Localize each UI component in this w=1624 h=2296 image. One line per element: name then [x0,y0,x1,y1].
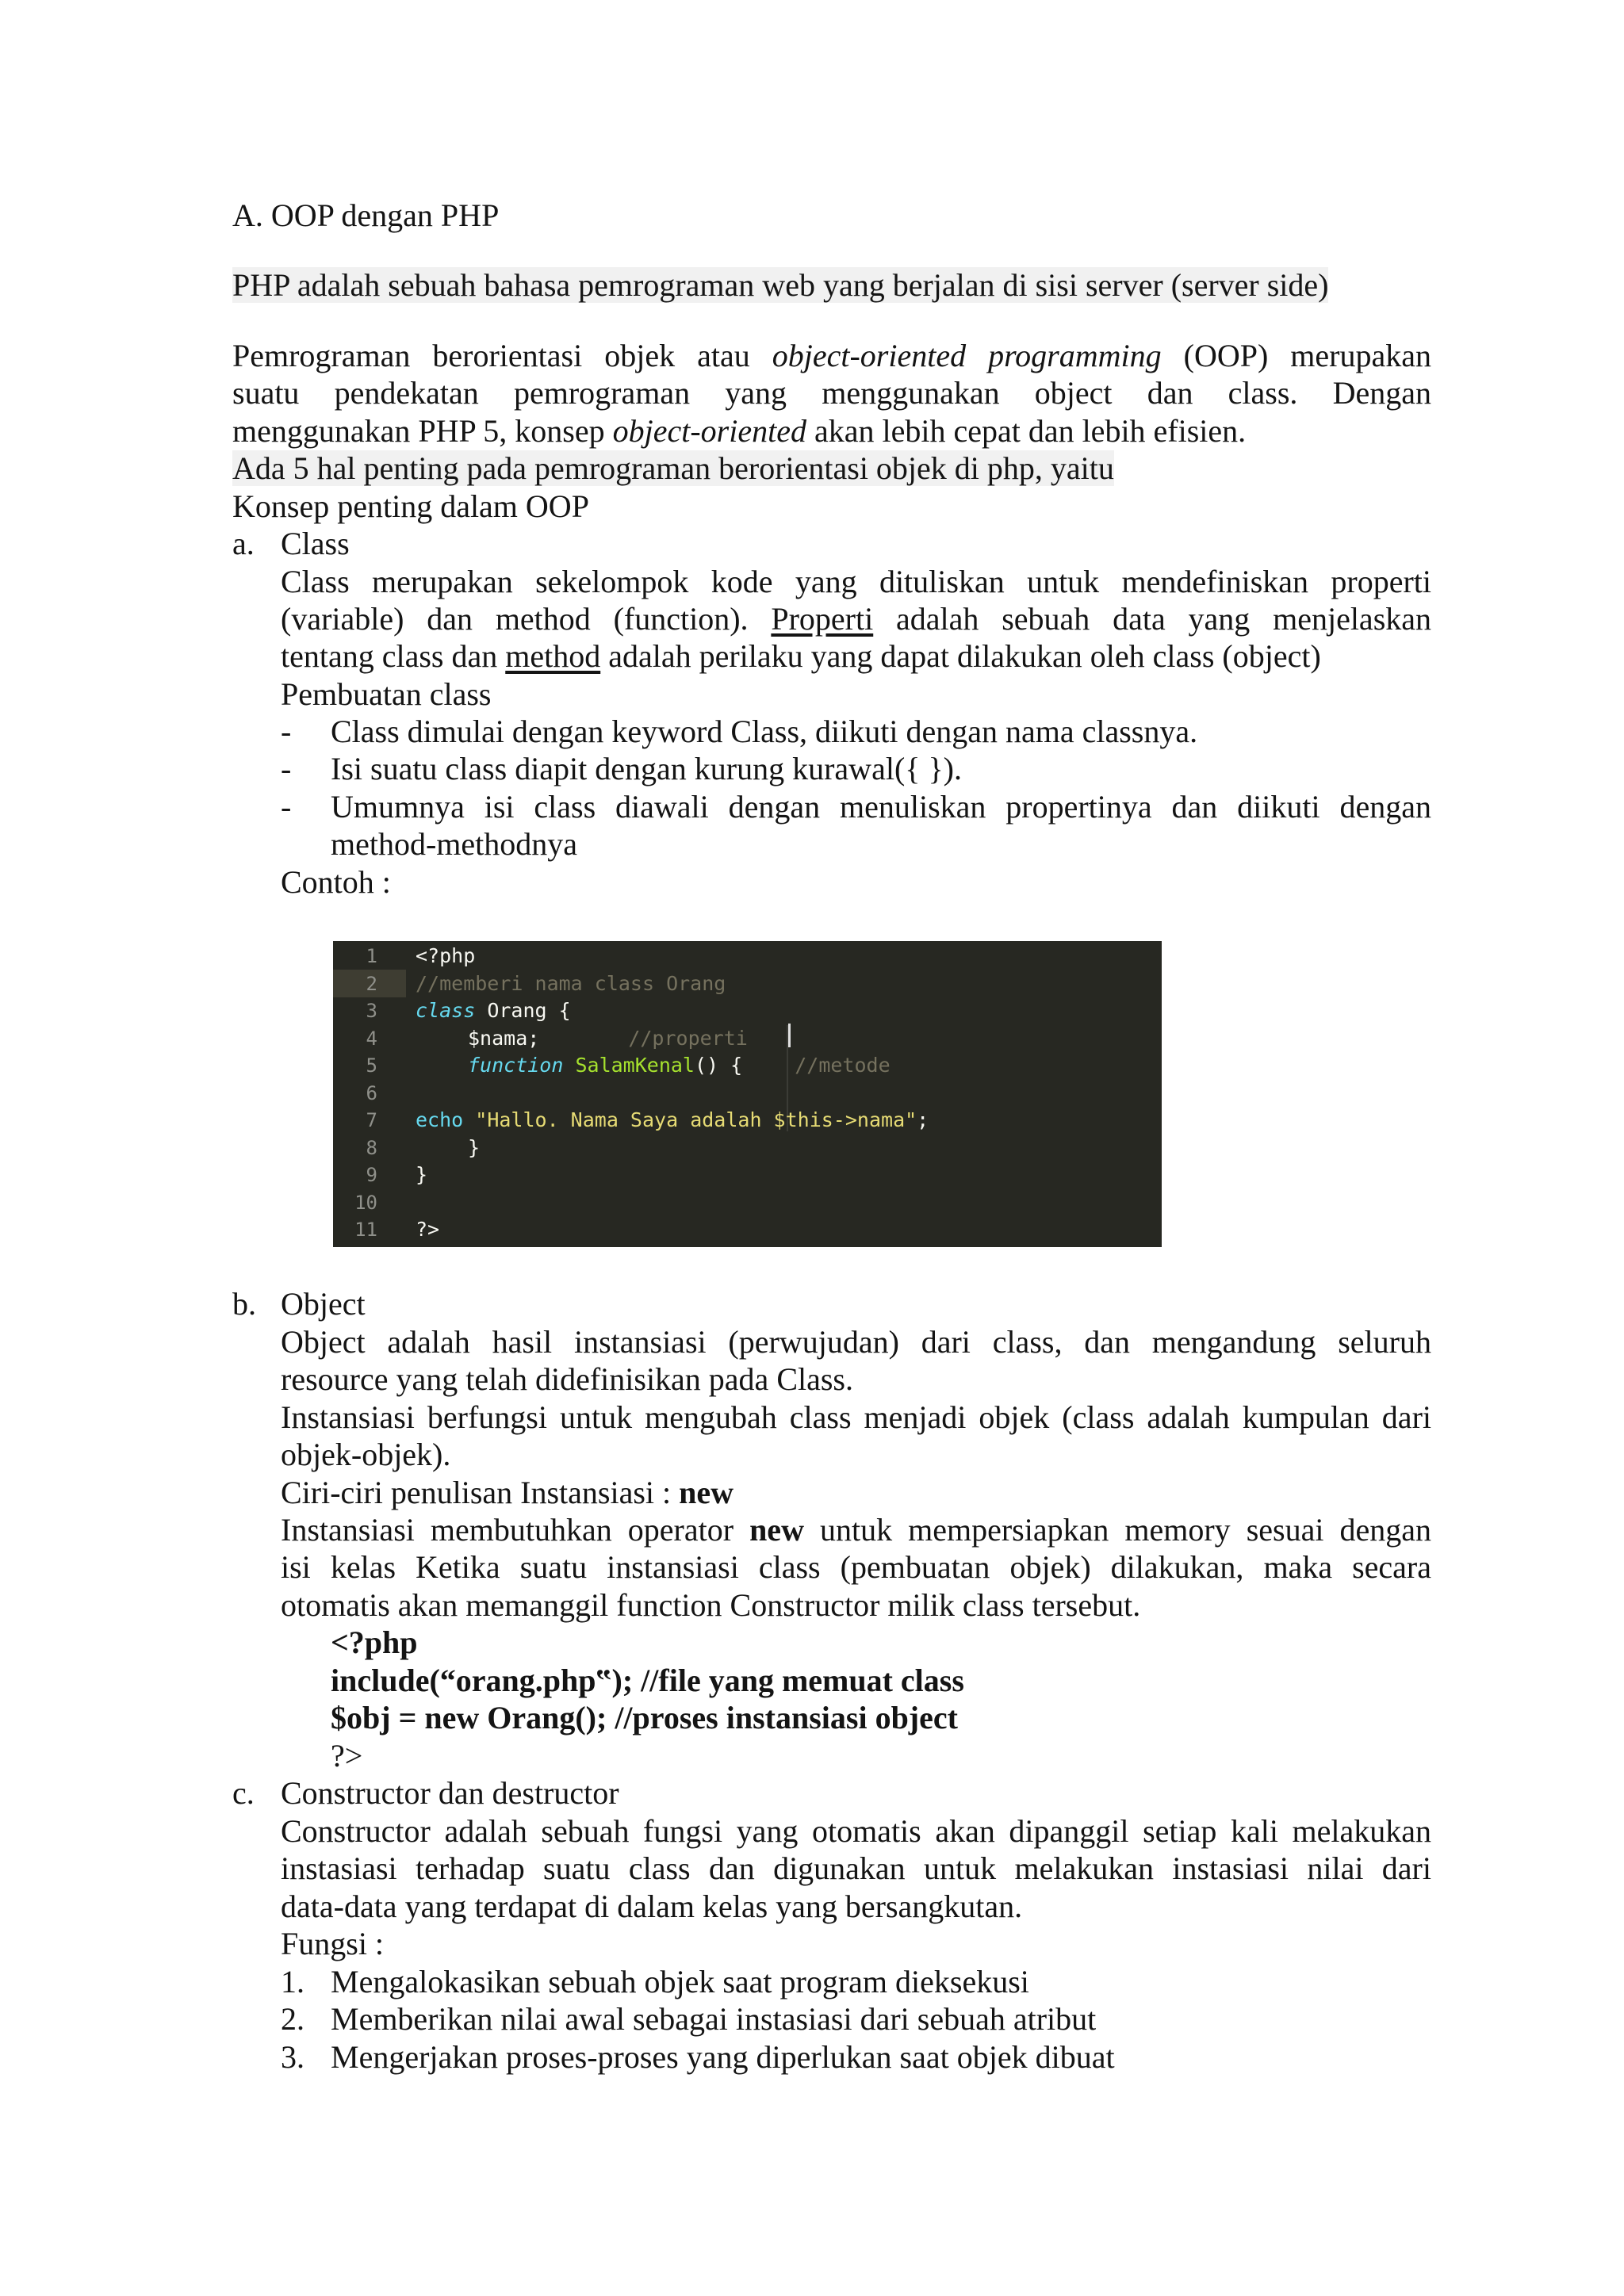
class-title: Class [281,526,350,561]
five-points-line: Ada 5 hal penting pada pemrograman berorientasi objek di php, yaitu [232,450,1114,486]
class-desc-line-2: (variable) dan method (function). Properti adalah sebuah data yang menjelaskan [281,601,1432,637]
numbered-item-3: Mengerjakan proses-proses yang diperlukan saat objek dibuat [331,2039,1115,2075]
code-line-8: } [468,1136,481,1159]
pembuatan-class: Pembuatan class [281,676,492,712]
numbered-item-2: Memberikan nilai awal sebagai instasiasi dari sebuah atribut [331,2001,1097,2037]
numbered-marker: 2. [281,2001,304,2037]
object-line-1: Object adalah hasil instansiasi (perwujudan) dari class, dan mengandung seluruh [281,1324,1431,1360]
object-line-5: Instansiasi membutuhkan operator new untuk mempersiapkan memory sesuai dengan [281,1512,1431,1548]
line-number: 2 [366,973,377,995]
code-line-11: ?> [416,1218,440,1241]
object-line-4: objek-objek). [281,1437,451,1472]
oop-line-3: menggunakan PHP 5, konsep object-oriented akan lebih cepat dan lebih efisien. [232,413,1247,449]
line-number: 7 [366,1109,377,1131]
fungsi-label: Fungsi : [281,1926,385,1961]
line-number: 9 [366,1164,377,1186]
bullet-dash: - [281,714,292,749]
line-number: 5 [366,1054,377,1077]
list-marker-c: c. [232,1775,255,1811]
line-number: 1 [366,945,377,967]
bullet-item-2: Isi suatu class diapit dengan kurung kurawal({ }). [331,751,962,786]
code-example-line-2: include(“orang.php‟); //file yang memuat class [331,1663,964,1698]
code-example-line-3: $obj = new Orang(); //proses instansiasi object [331,1700,958,1735]
code-line-3: class Orang { [416,999,571,1022]
code-line-9: } [416,1163,428,1186]
line-number: 8 [366,1137,377,1159]
intro-text: PHP adalah sebuah bahasa pemrograman web yang berjalan di sisi server (server side) [232,267,1329,303]
line-number: 4 [366,1027,377,1050]
constructor-line-3: data-data yang terdapat di dalam kelas yang bersangkutan. [281,1888,1023,1924]
object-line-2: resource yang telah didefinisikan pada Class. [281,1361,853,1397]
code-line-7: echo "Hallo. Nama Saya adalah $this->nama"; [416,1108,929,1131]
bullet-item-3: Umumnya isi class diawali dengan menuliskan propertinya dan diikuti dengan [331,789,1431,825]
constructor-line-1: Constructor adalah sebuah fungsi yang otomatis akan dipanggil setiap kali melakukan [281,1813,1431,1849]
line-number: 11 [354,1219,377,1241]
code-line-1: <?php [416,944,476,967]
constructor-title: Constructor dan destructor [281,1775,619,1811]
code-example-line-1: <?php [331,1624,418,1660]
code-line-2: //memberi nama class Orang [416,972,726,995]
line-number: 3 [366,1000,377,1022]
oop-line-1: Pemrograman berorientasi objek atau object-oriented programming (OOP) merupakan [232,338,1432,373]
section-heading: A. OOP dengan PHP [232,197,500,233]
object-line-7: otomatis akan memanggil function Constructor milik class tersebut. [281,1587,1141,1623]
intro-paragraph [232,266,1328,304]
bullet-item-3-cont: method-methodnya [331,826,578,862]
properti-term: Properti [771,601,874,637]
bullet-dash: - [281,789,292,825]
bullet-item-1: Class dimulai dengan keyword Class, diikuti dengan nama classnya. [331,714,1198,749]
list-marker-b: b. [232,1286,256,1322]
object-line-3: Instansiasi berfungsi untuk mengubah class menjadi objek (class adalah kumpulan dari [281,1399,1431,1435]
konsep-line: Konsep penting dalam OOP [232,488,589,524]
numbered-marker: 3. [281,2039,304,2075]
code-example-line-4: ?> [331,1738,363,1774]
ciri-ciri-line: Ciri-ciri penulisan Instansiasi : new [281,1475,734,1510]
list-marker-a: a. [232,526,255,561]
class-desc-line-1: Class merupakan sekelompok kode yang dituliskan untuk mendefiniskan properti [281,564,1431,599]
line-number: 6 [366,1082,377,1104]
text-cursor-icon [788,1024,791,1047]
contoh-label: Contoh : [281,864,391,900]
object-line-6: isi kelas Ketika suatu instansiasi class (pembuatan objek) dilakukan, maka secara [281,1549,1431,1585]
bullet-dash: - [281,751,292,786]
method-term: method [505,638,601,674]
numbered-marker: 1. [281,1964,304,1999]
code-line-5: function SalamKenal() { //metode [468,1054,891,1077]
code-line-4: $nama; //properti [468,1027,748,1050]
oop-line-2: suatu pendekatan pemrograman yang menggunakan object dan class. Dengan [232,375,1431,411]
constructor-line-2: instasiasi terhadap suatu class dan digunakan untuk melakukan instasiasi nilai dari [281,1850,1431,1886]
numbered-item-1: Mengalokasikan sebuah objek saat program dieksekusi [331,1964,1029,1999]
code-screenshot [333,941,1162,1247]
object-title: Object [281,1286,366,1322]
line-number: 10 [354,1192,377,1214]
class-desc-line-3: tentang class dan method adalah perilaku yang dapat dilakukan oleh class (object) [281,638,1321,674]
